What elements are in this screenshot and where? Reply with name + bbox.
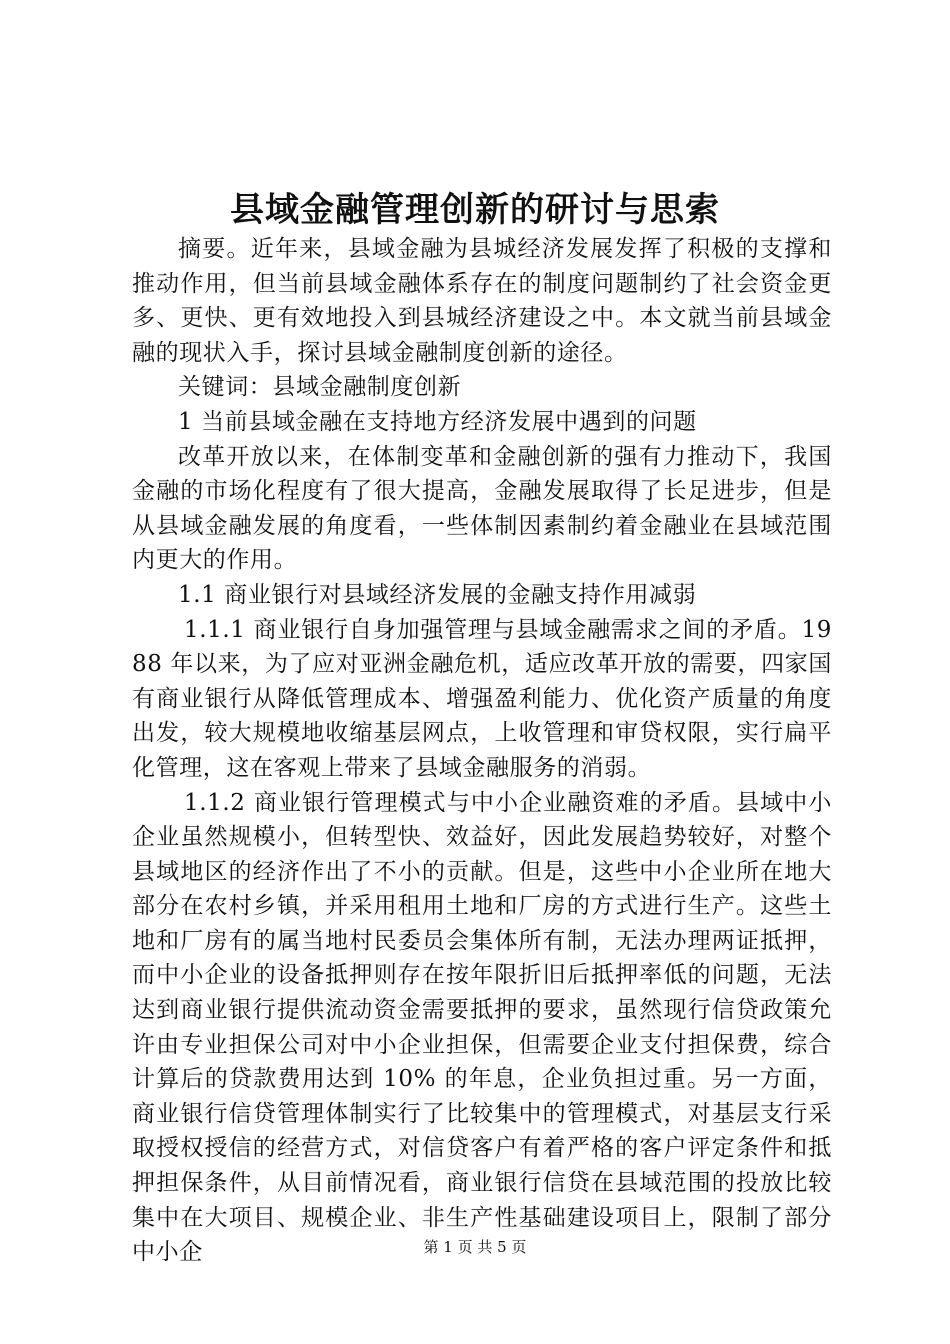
body-paragraph-1-1-2: 1.1.2 商业银行管理模式与中小企业融资难的矛盾。县域中小企业虽然规模小，但转型快、效益好，因此发展趋势较好，对整个县域地区的经济作出了不小的贡献。但是，这些中小企业所在地大部分在农村乡镇，并采用租用土地和厂房的方式进行生产。这些土地和厂房有的属当地村民委员会集体所有制，无法办理两证抵押，而中小企业的设备抵押则存在按年限折旧后抵押率低的问题，无法达到商业银行提供流动资金需要抵押的要求，虽然现行信贷政策允许由专业担保公司对中小企业担保，但需要企业支付担保费，综合计算后的贷款费用达到 10% 的年息，企业负担过重。另一方面，商业银行信贷管理体制实行了比较集中的管理模式，对基层支行采取授权授信的经营方式，对信贷客户有着严格的客户评定条件和抵押担保条件，从目前情况看，商业银行信贷在县域范围的投放比较集中在大项目、规模企业、非生产性基础建设项目上，限制了部分中小企 bbox=[132, 789, 832, 1266]
page-number-footer: 第 1 页 共 5 页 bbox=[423, 1238, 527, 1256]
document-body bbox=[132, 232, 832, 1270]
section-heading-1: 1 当前县域金融在支持地方经济发展中遇到的问题 bbox=[178, 408, 697, 435]
keywords-paragraph: 关键词：县域金融制度创新 bbox=[178, 374, 462, 401]
abstract-paragraph: 摘要。近年来，县域金融为县城经济发展发挥了积极的支撑和推动作用，但当前县域金融体系存在的制度问题制约了社会资金更多、更快、更有效地投入到县城经济建设之中。本文就当前县域金融的现状入手，探讨县域金融制度创新的途径。 bbox=[132, 236, 832, 366]
section-heading-1-1: 1.1 商业银行对县域经济发展的金融支持作用减弱 bbox=[178, 581, 697, 608]
body-paragraph: 改革开放以来，在体制变革和金融创新的强有力推动下，我国金融的市场化程度有了很大提高，金融发展取得了长足进步，但是从县域金融发展的角度看，一些体制因素制约着金融业在县域范围内更大的作用。 bbox=[132, 443, 832, 574]
document-title: 县域金融管理创新的研讨与思索 bbox=[230, 190, 720, 230]
body-paragraph-1-1-1: 1.1.1 商业银行自身加强管理与县域金融需求之间的矛盾。1988 年以来，为了应对亚洲金融危机，适应改革开放的需要，四家国有商业银行从降低管理成本、增强盈利能力、优化资产质量的角度出发，较大规模地收缩基层网点，上收管理和审贷权限，实行扁平化管理，这在客观上带来了县域金融服务的消弱。 bbox=[132, 616, 832, 781]
